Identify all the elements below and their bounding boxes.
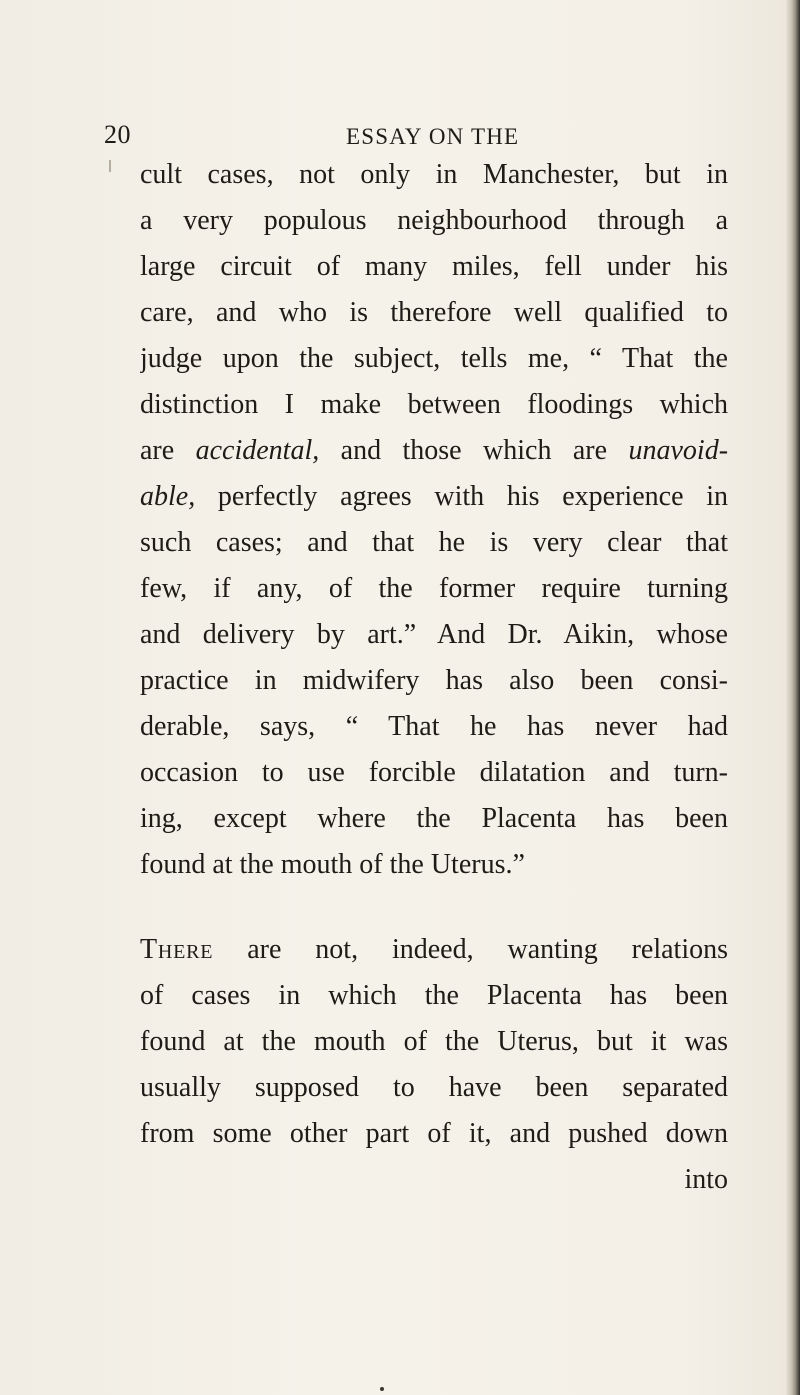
text-line bbox=[140, 474, 728, 520]
text-line: cult cases, not only in Manchester, but in bbox=[140, 159, 728, 190]
text-line: care, and who is therefore well qualified to bbox=[140, 297, 728, 328]
small-caps-text: There bbox=[140, 934, 214, 965]
page-edge-shadow bbox=[786, 0, 800, 1395]
text-line: a very populous neighbourhood through a bbox=[140, 205, 728, 236]
text-line: found at the mouth of the Uterus, but it was bbox=[140, 1026, 728, 1057]
body-text bbox=[140, 152, 728, 1203]
italic-text: able, bbox=[140, 481, 196, 512]
text-run: perfectly agrees with his experience in bbox=[195, 481, 728, 512]
text-line: few, if any, of the former require turning bbox=[140, 573, 728, 604]
text-line: occasion to use forcible dilatation and turn- bbox=[140, 757, 728, 788]
text-line: ing, except where the Placenta has been bbox=[140, 803, 728, 834]
text-line: of cases in which the Placenta has been bbox=[140, 980, 728, 1011]
text-line: such cases; and that he is very clear that bbox=[140, 527, 728, 558]
text-line bbox=[140, 428, 728, 474]
text-line: from some other part of it, and pushed down bbox=[140, 1118, 728, 1149]
catchword: into bbox=[684, 1164, 728, 1195]
text-line: found at the mouth of the Uterus.” bbox=[140, 849, 525, 880]
page-number: 20 bbox=[104, 120, 131, 149]
ink-speck bbox=[380, 1387, 384, 1391]
text-line: judge upon the subject, tells me, “ That the bbox=[140, 343, 728, 374]
text-run: are not, indeed, wanting relations bbox=[213, 934, 728, 965]
text-line: large circuit of many miles, fell under his bbox=[140, 251, 728, 282]
paragraph-2 bbox=[140, 927, 728, 1203]
text-run: and those which are bbox=[319, 435, 629, 466]
text-line: distinction I make between floodings which bbox=[140, 389, 728, 420]
running-head: ESSAY ON THE bbox=[346, 124, 520, 149]
text-line: usually supposed to have been separated bbox=[140, 1072, 728, 1103]
text-line: and delivery by art.” And Dr. Aikin, whose bbox=[140, 619, 728, 650]
text-line: practice in midwifery has also been consi- bbox=[140, 665, 728, 696]
italic-text: unavoid- bbox=[628, 435, 728, 466]
text-line: derable, says, “ That he has never had bbox=[140, 711, 728, 742]
text-run: are bbox=[140, 435, 196, 466]
italic-text: accidental, bbox=[195, 435, 320, 466]
paragraph-gap bbox=[140, 888, 728, 927]
paper-mark bbox=[109, 160, 111, 172]
text-line bbox=[140, 927, 728, 973]
paragraph-1 bbox=[140, 152, 728, 888]
page-header bbox=[104, 120, 724, 154]
